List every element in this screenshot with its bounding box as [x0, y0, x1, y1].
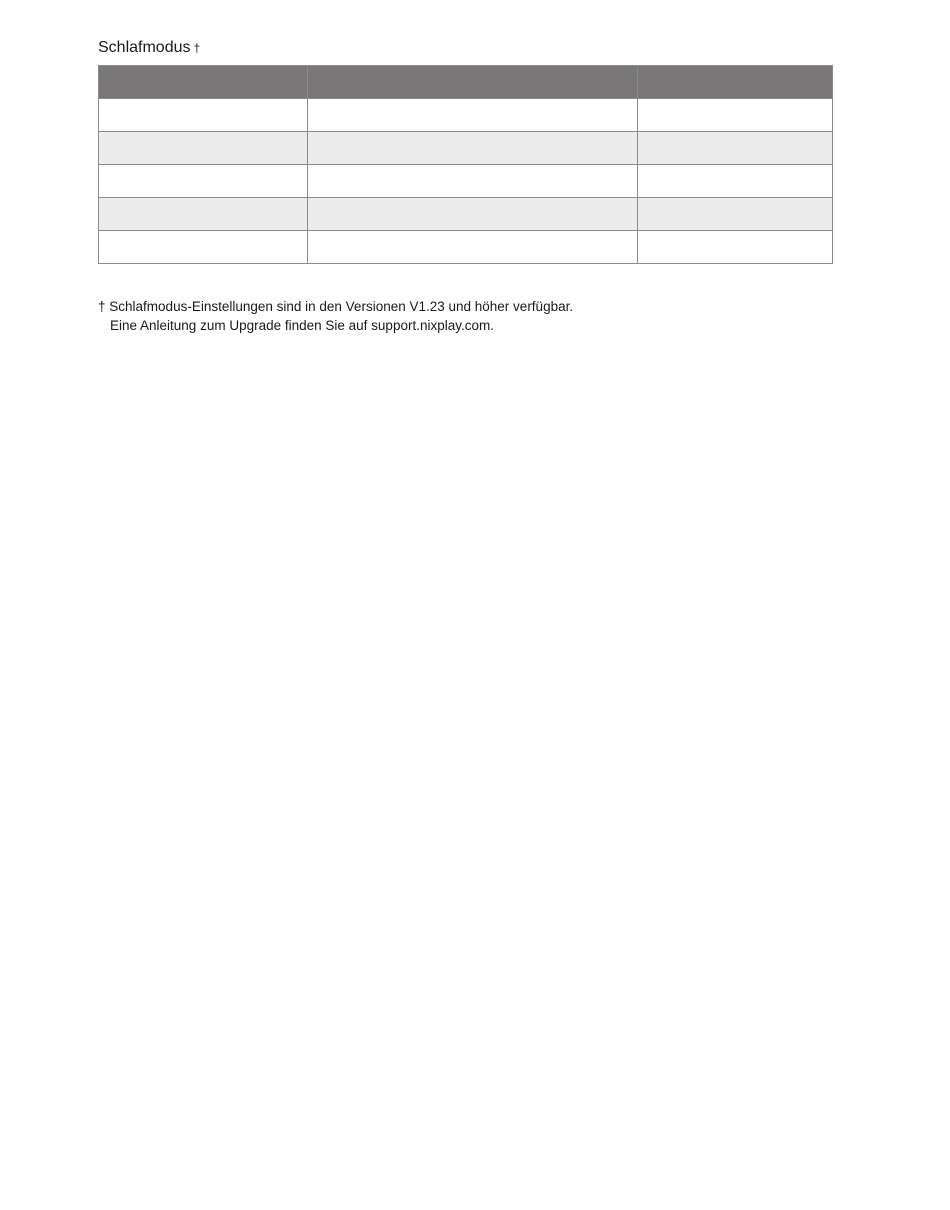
footnote-mark: † — [98, 299, 106, 314]
table-cell — [638, 231, 833, 264]
footnote-line-2: Eine Anleitung zum Upgrade finden Sie auf support.nixplay.com. — [110, 318, 494, 333]
table-row — [99, 198, 833, 231]
document-page — [98, 36, 832, 335]
section-title — [98, 36, 832, 60]
table-row — [99, 132, 833, 165]
table-cell — [308, 165, 638, 198]
table-cell — [99, 231, 308, 264]
dagger-mark: † — [193, 41, 201, 55]
table-cell — [638, 99, 833, 132]
footnote-line-1 — [98, 297, 832, 316]
section-title-text: Schlafmodus — [98, 39, 191, 56]
table-row — [99, 231, 833, 264]
sleep-mode-table — [98, 65, 833, 264]
table-row — [99, 165, 833, 198]
table-cell — [638, 165, 833, 198]
footnote — [98, 297, 832, 335]
table-cell — [308, 231, 638, 264]
table-cell — [308, 198, 638, 231]
table-cell — [99, 99, 308, 132]
table-header-cell — [308, 66, 638, 99]
table-header-cell — [99, 66, 308, 99]
table-cell — [99, 198, 308, 231]
table-cell — [638, 132, 833, 165]
table-cell — [308, 99, 638, 132]
table-header-row — [99, 66, 833, 99]
table-cell — [308, 132, 638, 165]
footnote-text-1: Schlafmodus-Einstellungen sind in den Versionen V1.23 und höher verfügbar. — [109, 299, 574, 314]
table-row — [99, 99, 833, 132]
table-cell — [99, 132, 308, 165]
table-cell — [99, 165, 308, 198]
table-cell — [638, 198, 833, 231]
table-header-cell — [638, 66, 833, 99]
